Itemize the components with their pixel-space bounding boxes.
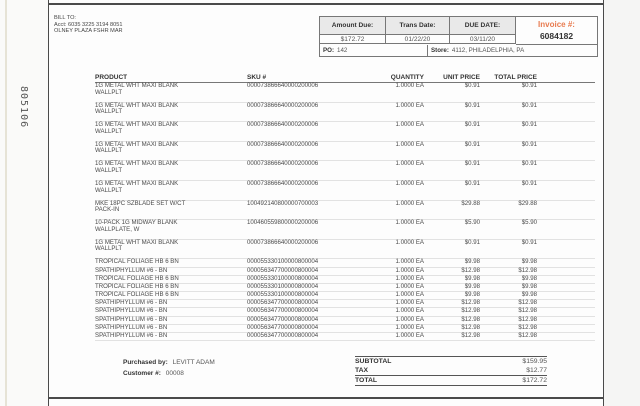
unit-price-cell: $29.88 bbox=[461, 199, 480, 207]
unit-price-cell: $0.91 bbox=[464, 160, 480, 168]
customer-number-value: 00008 bbox=[165, 370, 184, 377]
unit-price-cell: $9.98 bbox=[464, 274, 480, 282]
quantity-cell: 1.0000 EA bbox=[395, 323, 424, 331]
quantity-cell: 1.0000 EA bbox=[395, 258, 424, 266]
quantity-cell: 1.0000 EA bbox=[395, 160, 424, 168]
bill-to-block bbox=[54, 15, 123, 35]
invoice-number-label: Invoice #: bbox=[538, 20, 575, 29]
quantity-cell: 1.0000 EA bbox=[395, 282, 424, 290]
amount-due-label: Amount Due: bbox=[320, 17, 386, 35]
amount-due-value: $172.72 bbox=[320, 35, 386, 44]
sku-cell: 000073866640000200006 bbox=[247, 82, 319, 89]
unit-price-cell: $12.98 bbox=[461, 332, 480, 340]
unit-price-cell: $12.98 bbox=[461, 307, 480, 315]
trans-date-label: Trans Date: bbox=[386, 17, 450, 35]
sku-cell: 000073866640000200006 bbox=[247, 140, 319, 148]
left-margin-strip bbox=[0, 0, 50, 406]
product-cell: SPATHIPHYLLUM #6 - BN bbox=[95, 332, 168, 340]
sku-cell: 000055330100000800004 bbox=[247, 282, 319, 290]
product-cell: TROPICAL FOLIAGE HB 6 BN bbox=[95, 258, 179, 266]
product-cell: 1G METAL WHT MAXI BLANK WALLPLT bbox=[95, 101, 179, 116]
line-items-table bbox=[95, 74, 595, 341]
total-row bbox=[355, 375, 547, 386]
total-price-cell: $9.98 bbox=[521, 291, 537, 299]
quantity-cell: 1.0000 EA bbox=[395, 82, 424, 89]
sku-cell: 000055330100000800004 bbox=[247, 274, 319, 282]
po-value: 142 bbox=[337, 47, 348, 54]
total-price-cell: $5.90 bbox=[521, 219, 537, 227]
side-document-code: 805106 bbox=[18, 86, 29, 129]
subtotal-row bbox=[355, 356, 547, 366]
sku-cell: 000073866640000200006 bbox=[247, 101, 319, 109]
total-price-cell: $0.91 bbox=[521, 179, 537, 187]
bottom-rule-divider bbox=[49, 397, 603, 399]
trans-date-value: 01/22/20 bbox=[386, 35, 450, 44]
sku-cell: 000056347700000800004 bbox=[247, 266, 319, 274]
product-cell: SPATHIPHYLLUM #6 - BN bbox=[95, 323, 168, 331]
total-price-cell: $12.98 bbox=[518, 299, 537, 307]
invoice-header-box bbox=[319, 16, 598, 57]
column-header-total-price: TOTAL PRICE bbox=[494, 74, 537, 82]
table-row bbox=[95, 103, 595, 123]
total-price-cell: $0.91 bbox=[521, 160, 537, 168]
tax-value: $12.77 bbox=[526, 367, 547, 374]
quantity-cell: 1.0000 EA bbox=[395, 266, 424, 274]
product-cell: 1G METAL WHT MAXI BLANK WALLPLT bbox=[95, 160, 179, 174]
product-cell: SPATHIPHYLLUM #6 - BN bbox=[95, 307, 168, 315]
sku-cell: 000055330100000800004 bbox=[247, 291, 319, 299]
quantity-cell: 1.0000 EA bbox=[395, 238, 424, 246]
quantity-cell: 1.0000 EA bbox=[395, 140, 424, 148]
table-row bbox=[95, 181, 595, 201]
total-price-cell: $0.91 bbox=[521, 101, 537, 109]
table-row bbox=[95, 161, 595, 181]
tax-label: TAX bbox=[355, 367, 369, 374]
quantity-cell: 1.0000 EA bbox=[395, 274, 424, 282]
table-row bbox=[95, 142, 595, 162]
sku-cell: 000056347700000800004 bbox=[247, 332, 319, 340]
total-price-cell: $0.91 bbox=[521, 82, 537, 89]
table-row bbox=[95, 201, 595, 221]
product-cell: TROPICAL FOLIAGE HB 6 BN bbox=[95, 291, 179, 299]
unit-price-cell: $5.90 bbox=[464, 219, 480, 227]
unit-price-cell: $9.98 bbox=[464, 258, 480, 266]
right-margin bbox=[604, 0, 640, 406]
total-price-cell: $9.98 bbox=[521, 258, 537, 266]
table-row bbox=[95, 240, 595, 260]
product-cell: 1G METAL WHT MAXI BLANK WALLPLT bbox=[95, 179, 179, 194]
unit-price-cell: $9.98 bbox=[464, 291, 480, 299]
product-cell: TROPICAL FOLIAGE HB 6 BN bbox=[95, 282, 179, 290]
table-row bbox=[95, 83, 595, 103]
purchaser-block bbox=[123, 357, 215, 379]
quantity-cell: 1.0000 EA bbox=[395, 219, 424, 227]
quantity-cell: 1.0000 EA bbox=[395, 315, 424, 323]
product-cell: TROPICAL FOLIAGE HB 6 BN bbox=[95, 274, 179, 282]
product-cell: 1G METAL WHT MAXI BLANK WALLPLT bbox=[95, 82, 179, 96]
invoice-number-value: 6084182 bbox=[539, 31, 574, 41]
sku-cell: 000056347700000800004 bbox=[247, 323, 319, 331]
total-price-cell: $0.91 bbox=[521, 238, 537, 246]
customer-number-label: Customer #: bbox=[123, 370, 161, 377]
table-row bbox=[95, 220, 595, 240]
product-cell: MKE 18PC SZBLADE SET W/CT PACK-IN bbox=[95, 199, 186, 214]
sku-cell: 000073866640000200006 bbox=[247, 121, 319, 129]
quantity-cell: 1.0000 EA bbox=[395, 199, 424, 207]
quantity-cell: 1.0000 EA bbox=[395, 299, 424, 307]
store-cell bbox=[428, 45, 597, 56]
table-row bbox=[95, 333, 595, 341]
quantity-cell: 1.0000 EA bbox=[395, 121, 424, 129]
unit-price-cell: $0.91 bbox=[464, 82, 480, 89]
totals-block bbox=[355, 356, 547, 386]
product-cell: 1G METAL WHT MAXI BLANK WALLPLT bbox=[95, 140, 179, 155]
po-label: PO: bbox=[323, 47, 335, 54]
total-price-cell: $12.98 bbox=[518, 307, 537, 315]
total-label: TOTAL bbox=[355, 377, 378, 384]
sku-cell: 000056347700000800004 bbox=[247, 315, 319, 323]
quantity-cell: 1.0000 EA bbox=[395, 291, 424, 299]
sku-cell: 000056347700000800004 bbox=[247, 299, 319, 307]
subtotal-value: $159.95 bbox=[522, 358, 547, 365]
sku-cell: 100460559800000200006 bbox=[247, 219, 319, 227]
product-cell: SPATHIPHYLLUM #6 - BN bbox=[95, 315, 168, 323]
quantity-cell: 1.0000 EA bbox=[395, 101, 424, 109]
sku-cell: 000073866640000200006 bbox=[247, 238, 319, 246]
unit-price-cell: $0.91 bbox=[464, 140, 480, 148]
tax-row bbox=[355, 366, 547, 375]
column-header-product: PRODUCT bbox=[95, 74, 128, 82]
bill-to-account: Acct: 6035 3225 3194 8051 bbox=[54, 21, 123, 28]
product-cell: 10-PACK 1G MIDWAY BLANK WALLPLATE, W bbox=[95, 219, 178, 233]
sku-cell: 100492140800000700003 bbox=[247, 199, 319, 207]
table-body bbox=[95, 83, 595, 341]
total-price-cell: $12.98 bbox=[518, 332, 537, 340]
sku-cell: 000073866640000200006 bbox=[247, 179, 319, 187]
column-header-unit-price: UNIT PRICE bbox=[443, 74, 480, 82]
sku-cell: 000073866640000200006 bbox=[247, 160, 319, 168]
total-price-cell: $9.98 bbox=[521, 282, 537, 290]
column-header-quantity: QUANTITY bbox=[390, 74, 424, 82]
product-cell: 1G METAL WHT MAXI BLANK WALLPLT bbox=[95, 238, 179, 253]
product-cell: 1G METAL WHT MAXI BLANK WALLPLT bbox=[95, 121, 179, 135]
due-date-label: DUE DATE: bbox=[450, 17, 516, 35]
unit-price-cell: $0.91 bbox=[464, 238, 480, 246]
unit-price-cell: $12.98 bbox=[461, 299, 480, 307]
product-cell: SPATHIPHYLLUM #6 - BN bbox=[95, 266, 168, 274]
column-header-sku: SKU # bbox=[247, 74, 267, 82]
subtotal-label: SUBTOTAL bbox=[355, 358, 392, 365]
bill-to-label: BILL TO: bbox=[54, 15, 76, 21]
quantity-cell: 1.0000 EA bbox=[395, 179, 424, 187]
sku-cell: 000056347700000800004 bbox=[247, 307, 319, 315]
total-price-cell: $0.91 bbox=[521, 121, 537, 129]
unit-price-cell: $12.98 bbox=[461, 323, 480, 331]
store-value: 4112, PHILADELPHIA, PA bbox=[451, 47, 525, 54]
unit-price-cell: $12.98 bbox=[461, 315, 480, 323]
quantity-cell: 1.0000 EA bbox=[395, 332, 424, 340]
table-row bbox=[95, 122, 595, 142]
invoice-number-cell bbox=[516, 17, 597, 45]
total-price-cell: $12.98 bbox=[518, 315, 537, 323]
total-price-cell: $12.98 bbox=[518, 266, 537, 274]
unit-price-cell: $9.98 bbox=[464, 282, 480, 290]
sku-cell: 000055330100000800004 bbox=[247, 258, 319, 266]
invoice-page bbox=[48, 0, 604, 406]
store-label: Store: bbox=[431, 47, 449, 54]
total-price-cell: $9.98 bbox=[521, 274, 537, 282]
unit-price-cell: $0.91 bbox=[464, 101, 480, 109]
po-cell bbox=[320, 45, 428, 56]
top-rule-divider bbox=[49, 3, 603, 5]
due-date-value: 03/11/20 bbox=[450, 35, 516, 44]
bill-to-name: OLNEY PLAZA FSHR MAR bbox=[54, 28, 123, 35]
unit-price-cell: $0.91 bbox=[464, 121, 480, 129]
purchased-by-value: LEVITT ADAM bbox=[172, 359, 215, 366]
page-edge-shadow bbox=[5, 0, 7, 406]
unit-price-cell: $0.91 bbox=[464, 179, 480, 187]
total-price-cell: $0.91 bbox=[521, 140, 537, 148]
total-price-cell: $29.88 bbox=[518, 199, 537, 207]
unit-price-cell: $12.98 bbox=[461, 266, 480, 274]
quantity-cell: 1.0000 EA bbox=[395, 307, 424, 315]
product-cell: SPATHIPHYLLUM #6 - BN bbox=[95, 299, 168, 307]
total-price-cell: $12.98 bbox=[518, 323, 537, 331]
purchased-by-label: Purchased by: bbox=[123, 359, 168, 366]
total-value: $172.72 bbox=[522, 377, 547, 384]
